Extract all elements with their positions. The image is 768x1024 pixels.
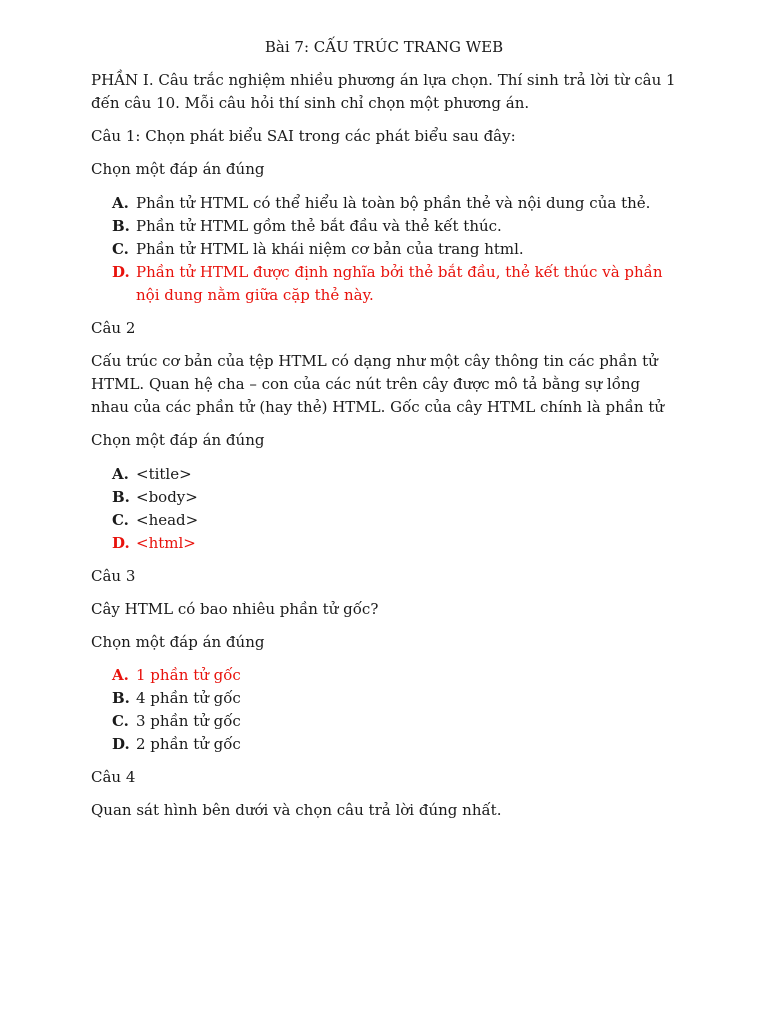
option-a[interactable]: A. <title> xyxy=(112,465,192,483)
page-title: Bài 7: CẤU TRÚC TRANG WEB xyxy=(264,38,504,56)
option-d[interactable]: D. Phần tử HTML được định nghĩa bởi thẻ bắt đầu, thẻ kết thúc và phần nội dung nằm giữa cặp thẻ này. xyxy=(112,263,663,304)
option-d[interactable]: D. <html> xyxy=(112,534,196,552)
question-3-prompt: Chọn một đáp án đúng xyxy=(91,633,265,651)
question-4-text: Quan sát hình bên dưới và chọn câu trả lời đúng nhất. xyxy=(91,801,502,819)
option-b[interactable]: B. Phần tử HTML gồm thẻ bắt đầu và thẻ kết thúc. xyxy=(112,217,502,235)
option-d[interactable]: D. 2 phần tử gốc xyxy=(112,735,241,753)
option-a[interactable]: A. Phần tử HTML có thể hiểu là toàn bộ phần thẻ và nội dung của thẻ. xyxy=(112,194,651,212)
question-3-text: Cây HTML có bao nhiêu phần tử gốc? xyxy=(91,600,379,618)
question-2-options xyxy=(91,463,681,555)
question-2-prompt: Chọn một đáp án đúng xyxy=(91,431,265,449)
question-3-options xyxy=(91,664,681,756)
option-c[interactable]: C. <head> xyxy=(112,511,199,529)
question-1-prompt: Chọn một đáp án đúng xyxy=(91,160,265,178)
question-1-label: Câu 1: Chọn phát biểu SAI trong các phát biểu sau đây: xyxy=(91,127,516,145)
question-2-label: Câu 2 xyxy=(91,319,136,337)
option-b[interactable]: B. 4 phần tử gốc xyxy=(112,689,241,707)
option-c[interactable]: C. 3 phần tử gốc xyxy=(112,712,241,730)
question-4-label: Câu 4 xyxy=(91,768,136,786)
option-c[interactable]: C. Phần tử HTML là khái niệm cơ bản của trang html. xyxy=(112,240,524,258)
option-b[interactable]: B. <body> xyxy=(112,488,198,506)
section-intro: PHẦN I. Câu trắc nghiệm nhiều phương án lựa chọn. Thí sinh trả lời từ câu 1 đến câu 10. Mỗi câu hỏi thí sinh chỉ chọn một phương án. xyxy=(91,71,676,112)
question-2-text: Cấu trúc cơ bản của tệp HTML có dạng như một cây thông tin các phần tử HTML. Quan hệ cha – con của các nút trên cây được mô tả bằng sự lồng nhau của các phần tử (hay thẻ) HTML. Gốc của cây HTML chính là phần tử xyxy=(91,352,665,416)
question-3-label: Câu 3 xyxy=(91,567,136,585)
question-1-options xyxy=(91,192,681,307)
option-a[interactable]: A. 1 phần tử gốc xyxy=(112,666,241,684)
